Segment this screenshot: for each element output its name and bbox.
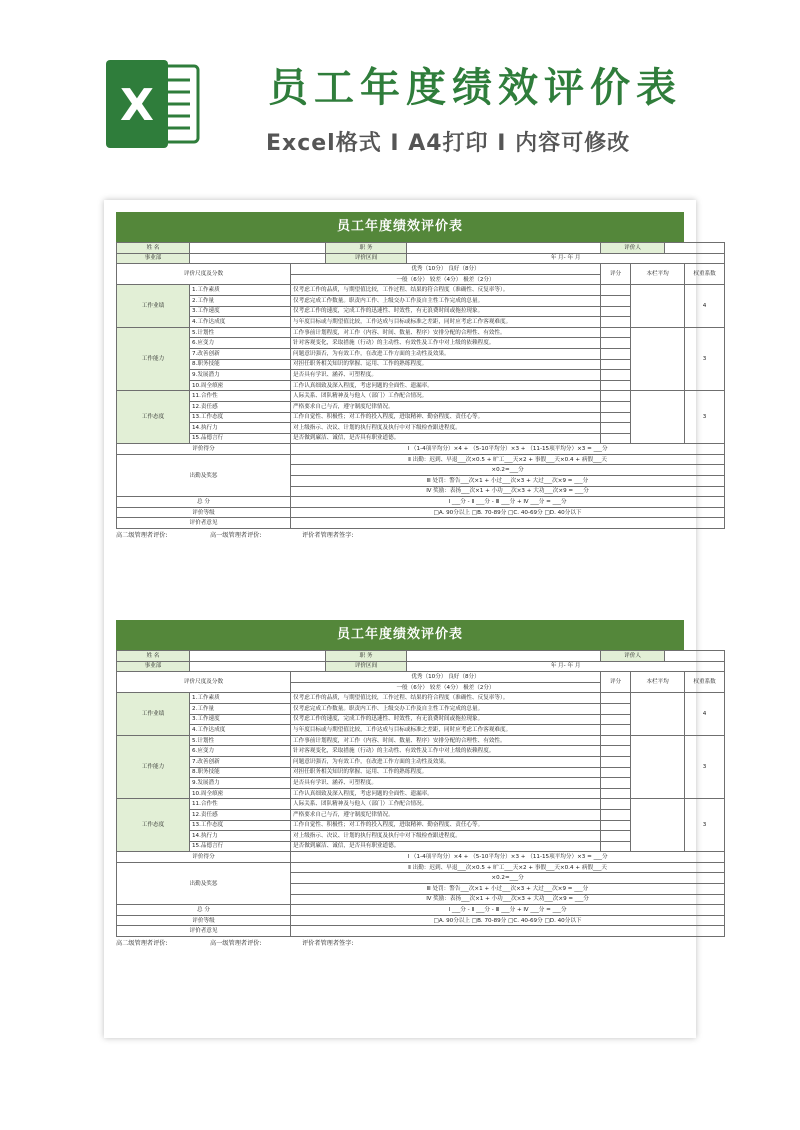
item-name: 13.工作态度 bbox=[190, 820, 291, 831]
item-name: 14.执行力 bbox=[190, 831, 291, 842]
period-value[interactable]: 年 月- 年 月 bbox=[407, 661, 725, 672]
attendance-line[interactable]: Ⅳ 奖励：表扬___次×1 + 小功___次×3 + 大功___次×9 = ___分 bbox=[291, 486, 725, 497]
group-weight: 3 bbox=[685, 327, 725, 391]
item-name: 10.周全缜密 bbox=[190, 788, 291, 799]
item-score-cell[interactable] bbox=[601, 359, 631, 370]
evaluator-sign-label: 评价者管理者签字: bbox=[301, 532, 354, 540]
category-label: 工作业绩 bbox=[117, 285, 190, 327]
item-name: 11.合作性 bbox=[190, 391, 291, 402]
item-description: 仅考虑工作的速度，完成工作的迅速性、时效性，有无浪费时间或拖拉现象。 bbox=[291, 306, 601, 317]
item-name: 7.改善创新 bbox=[190, 756, 291, 767]
name-field[interactable] bbox=[190, 243, 326, 254]
item-score-cell[interactable] bbox=[601, 703, 631, 714]
item-score-cell[interactable] bbox=[601, 725, 631, 736]
score-formula[interactable]: Ⅰ （1-4项平均分）×4 + （5-10平均分）×3 + （11-15项平均分）×3 = ___分 bbox=[291, 444, 725, 455]
position-label: 职 务 bbox=[326, 243, 407, 254]
second-manager-label: 高二级管理者评价: bbox=[116, 940, 168, 948]
item-name: 3.工作速度 bbox=[190, 306, 291, 317]
signature-footer bbox=[116, 937, 684, 951]
position-field[interactable] bbox=[407, 651, 601, 662]
item-name: 15.品德言行 bbox=[190, 433, 291, 444]
item-description: 人际关系、团队精神及与他人（部门）工作配合情况。 bbox=[291, 391, 601, 402]
item-score-cell[interactable] bbox=[601, 788, 631, 799]
item-description: 工作事前计划程度，对工作（内容、时间、数量、程序）安排分配的合理性、有效性。 bbox=[291, 327, 601, 338]
category-label: 工作态度 bbox=[117, 799, 190, 852]
item-description: 与年度目标或与期望值比较，工作达成与目标或标准之差距，同时应考虑工作客观难度。 bbox=[291, 725, 601, 736]
item-name: 2.工作量 bbox=[190, 703, 291, 714]
item-description: 人际关系、团队精神及与他人（部门）工作配合情况。 bbox=[291, 799, 601, 810]
item-name: 9.发展潜力 bbox=[190, 370, 291, 381]
average-header: 本栏平均 bbox=[631, 264, 685, 285]
weight-header: 权重系数 bbox=[685, 672, 725, 693]
category-label: 工作能力 bbox=[117, 735, 190, 799]
evaluation-sheet bbox=[116, 620, 716, 951]
name-label: 姓 名 bbox=[117, 243, 190, 254]
item-description: 严格要求自己与否，遵守制度纪律情况。 bbox=[291, 401, 601, 412]
position-field[interactable] bbox=[407, 243, 601, 254]
score-label: 评价得分 bbox=[117, 444, 291, 455]
item-name: 1.工作素质 bbox=[190, 693, 291, 704]
scale-line-1: 优秀（10分） 良好（8分） bbox=[291, 672, 601, 683]
item-score-cell[interactable] bbox=[601, 423, 631, 434]
item-description: 仅考虑工作的品质，与期望值比较，工作过程、结果的符合程度（准确性、反复率等）。 bbox=[291, 693, 601, 704]
score-label: 评价得分 bbox=[117, 852, 291, 863]
group-average-cell[interactable] bbox=[631, 391, 685, 444]
item-description: 仅考虑工作的品质，与期望值比较，工作过程、结果的符合程度（准确性、反复率等）。 bbox=[291, 285, 601, 296]
period-value[interactable]: 年 月- 年 月 bbox=[407, 253, 725, 264]
item-description: 针对客观变化，采取措施（行动）的主动性、有效性及工作中对上级的依赖程度。 bbox=[291, 338, 601, 349]
item-row bbox=[117, 327, 725, 338]
evaluation-table bbox=[116, 242, 725, 529]
item-description: 严格要求自己与否，遵守制度纪律情况。 bbox=[291, 809, 601, 820]
item-score-cell[interactable] bbox=[601, 767, 631, 778]
item-score-cell[interactable] bbox=[601, 693, 631, 704]
item-score-cell[interactable] bbox=[601, 285, 631, 296]
item-name: 11.合作性 bbox=[190, 799, 291, 810]
item-description: 对上级指示、决议、计划的执行程度及执行中对下级检查跟进程度。 bbox=[291, 831, 601, 842]
attendance-line[interactable]: Ⅱ 出勤：迟到、早退___次×0.5 + 旷工___天×2 + 事假___天×0.4 + 病假___天 bbox=[291, 454, 725, 465]
item-score-cell[interactable] bbox=[601, 295, 631, 306]
item-score-cell[interactable] bbox=[601, 317, 631, 328]
group-weight: 4 bbox=[685, 285, 725, 327]
item-name: 4.工作达成度 bbox=[190, 317, 291, 328]
category-label: 工作能力 bbox=[117, 327, 190, 391]
attendance-line[interactable]: Ⅲ 处罚：警告___次×1 + 小过___次×3 + 大过___次×9 = ___分 bbox=[291, 476, 725, 487]
item-score-cell[interactable] bbox=[601, 746, 631, 757]
evaluator-label: 评价人 bbox=[601, 651, 665, 662]
item-description: 工作认真细致及深入程度，考虑问题的全面性、遗漏率。 bbox=[291, 788, 601, 799]
attendance-line[interactable]: ×0.2=___分 bbox=[291, 465, 725, 476]
item-score-cell[interactable] bbox=[601, 778, 631, 789]
item-name: 8.职务技能 bbox=[190, 359, 291, 370]
excel-logo-icon bbox=[100, 52, 204, 156]
grade-label: 评价等级 bbox=[117, 915, 291, 926]
item-name: 7.改善创新 bbox=[190, 348, 291, 359]
item-score-cell[interactable] bbox=[601, 412, 631, 423]
opinion-label: 评价者意见 bbox=[117, 518, 291, 529]
item-description: 对担任职务相关知识的掌握、运用、工作的熟练程度。 bbox=[291, 767, 601, 778]
group-average-cell[interactable] bbox=[631, 693, 685, 735]
item-description: 对上级指示、决议、计划的执行程度及执行中对下级检查跟进程度。 bbox=[291, 423, 601, 434]
item-score-cell[interactable] bbox=[601, 348, 631, 359]
item-score-cell[interactable] bbox=[601, 370, 631, 381]
evaluation-sheet bbox=[116, 212, 716, 543]
item-description: 工作自觉性、积极性；对工作的投入程度，进取精神、勤奋程度、责任心等。 bbox=[291, 820, 601, 831]
department-label: 事业部 bbox=[117, 253, 190, 264]
score-header: 评分 bbox=[601, 264, 631, 285]
evaluator-field[interactable] bbox=[665, 243, 725, 254]
banner bbox=[0, 0, 800, 190]
total-formula[interactable]: Ⅰ ___分 - Ⅱ ___分 - Ⅲ ___分 + Ⅳ ___分 = ___分 bbox=[291, 905, 725, 916]
item-row bbox=[117, 391, 725, 402]
item-name: 6.应变力 bbox=[190, 746, 291, 757]
attendance-label: 出勤及奖惩 bbox=[117, 862, 291, 904]
item-name: 4.工作达成度 bbox=[190, 725, 291, 736]
item-description: 仅考虑完成工作数量。职责内工作、上级交办工作及自主性工作完成的总量。 bbox=[291, 703, 601, 714]
item-row bbox=[117, 693, 725, 704]
signature-footer bbox=[116, 529, 684, 543]
item-name: 15.品德言行 bbox=[190, 841, 291, 852]
department-field[interactable] bbox=[190, 661, 326, 672]
category-label: 工作态度 bbox=[117, 391, 190, 444]
attendance-line[interactable]: Ⅳ 奖励：表扬___次×1 + 小功___次×3 + 大功___次×9 = ___分 bbox=[291, 894, 725, 905]
total-formula[interactable]: Ⅰ ___分 - Ⅱ ___分 - Ⅲ ___分 + Ⅳ ___分 = ___分 bbox=[291, 497, 725, 508]
item-description: 是否做到廉洁、诚信，是否具有职业道德。 bbox=[291, 841, 601, 852]
page-title: 员工年度绩效评价表 bbox=[268, 65, 682, 111]
name-label: 姓 名 bbox=[117, 651, 190, 662]
second-manager-label: 高二级管理者评价: bbox=[116, 532, 168, 540]
attendance-line[interactable]: ×0.2=___分 bbox=[291, 873, 725, 884]
item-score-cell[interactable] bbox=[601, 820, 631, 831]
item-score-cell[interactable] bbox=[601, 714, 631, 725]
grade-options[interactable]: □A. 90分以上 □B. 70-89分 □C. 40-69分 □D. 40分以下 bbox=[291, 507, 725, 518]
page-subtitle: Excel格式 I A4打印 I 内容可修改 bbox=[266, 131, 631, 156]
item-score-cell[interactable] bbox=[601, 391, 631, 402]
group-weight: 3 bbox=[685, 735, 725, 799]
item-score-cell[interactable] bbox=[601, 735, 631, 746]
opinion-field[interactable] bbox=[291, 518, 725, 529]
item-description: 是否做到廉洁、诚信，是否具有职业道德。 bbox=[291, 433, 601, 444]
item-score-cell[interactable] bbox=[601, 433, 631, 444]
item-score-cell[interactable] bbox=[601, 380, 631, 391]
item-score-cell[interactable] bbox=[601, 841, 631, 852]
scale-line-1: 优秀（10分） 良好（8分） bbox=[291, 264, 601, 275]
item-score-cell[interactable] bbox=[601, 799, 631, 810]
item-name: 9.发展潜力 bbox=[190, 778, 291, 789]
document-preview bbox=[104, 200, 716, 1038]
item-name: 12.责任感 bbox=[190, 809, 291, 820]
group-weight: 4 bbox=[685, 693, 725, 735]
item-row bbox=[117, 799, 725, 810]
evaluator-label: 评价人 bbox=[601, 243, 665, 254]
item-score-cell[interactable] bbox=[601, 831, 631, 842]
sheet-title: 员工年度绩效评价表 bbox=[116, 212, 684, 242]
weight-header: 权重系数 bbox=[685, 264, 725, 285]
attendance-label: 出勤及奖惩 bbox=[117, 454, 291, 496]
group-weight: 3 bbox=[685, 391, 725, 444]
item-description: 对担任职务相关知识的掌握、运用、工作的熟练程度。 bbox=[291, 359, 601, 370]
grade-options[interactable]: □A. 90分以上 □B. 70-89分 □C. 40-69分 □D. 40分以下 bbox=[291, 915, 725, 926]
item-score-cell[interactable] bbox=[601, 327, 631, 338]
item-score-cell[interactable] bbox=[601, 338, 631, 349]
item-name: 3.工作速度 bbox=[190, 714, 291, 725]
item-name: 13.工作态度 bbox=[190, 412, 291, 423]
period-label: 评价区间 bbox=[326, 253, 407, 264]
item-score-cell[interactable] bbox=[601, 401, 631, 412]
item-description: 工作自觉性、积极性；对工作的投入程度，进取精神、勤奋程度、责任心等。 bbox=[291, 412, 601, 423]
first-manager-label: 高一级管理者评价: bbox=[209, 940, 262, 948]
item-description: 问题意识强否，为有效工作，在改进工作方面的主动性及效果。 bbox=[291, 756, 601, 767]
score-formula[interactable]: Ⅰ （1-4项平均分）×4 + （5-10平均分）×3 + （11-15项平均分）×3 = ___分 bbox=[291, 852, 725, 863]
group-average-cell[interactable] bbox=[631, 285, 685, 327]
group-average-cell[interactable] bbox=[631, 799, 685, 852]
total-label: 总 分 bbox=[117, 905, 291, 916]
item-name: 5.计划性 bbox=[190, 327, 291, 338]
total-label: 总 分 bbox=[117, 497, 291, 508]
item-description: 问题意识强否，为有效工作，在改进工作方面的主动性及效果。 bbox=[291, 348, 601, 359]
item-name: 1.工作素质 bbox=[190, 285, 291, 296]
item-description: 针对客观变化，采取措施（行动）的主动性、有效性及工作中对上级的依赖程度。 bbox=[291, 746, 601, 757]
score-header: 评分 bbox=[601, 672, 631, 693]
item-score-cell[interactable] bbox=[601, 809, 631, 820]
item-description: 仅考虑工作的速度，完成工作的迅速性、时效性，有无浪费时间或拖拉现象。 bbox=[291, 714, 601, 725]
attendance-line[interactable]: Ⅱ 出勤：迟到、早退___次×0.5 + 旷工___天×2 + 事假___天×0.4 + 病假___天 bbox=[291, 862, 725, 873]
department-label: 事业部 bbox=[117, 661, 190, 672]
item-description: 是否具有学识、涵养、可塑程度。 bbox=[291, 778, 601, 789]
item-name: 12.责任感 bbox=[190, 401, 291, 412]
scale-line-2: 一般（6分） 较差（4分） 极差（2分） bbox=[291, 682, 601, 693]
sheet-title: 员工年度绩效评价表 bbox=[116, 620, 684, 650]
svg-text:X: X bbox=[120, 80, 154, 131]
evaluation-table bbox=[116, 650, 725, 937]
scale-label: 评价尺度及分数 bbox=[117, 264, 291, 285]
evaluator-sign-label: 评价者管理者签字: bbox=[301, 940, 354, 948]
group-average-cell[interactable] bbox=[631, 735, 685, 799]
opinion-label: 评价者意见 bbox=[117, 926, 291, 937]
position-label: 职 务 bbox=[326, 651, 407, 662]
category-label: 工作业绩 bbox=[117, 693, 190, 735]
item-row bbox=[117, 285, 725, 296]
opinion-field[interactable] bbox=[291, 926, 725, 937]
name-field[interactable] bbox=[190, 651, 326, 662]
evaluator-field[interactable] bbox=[665, 651, 725, 662]
item-row bbox=[117, 735, 725, 746]
group-weight: 3 bbox=[685, 799, 725, 852]
item-name: 10.周全缜密 bbox=[190, 380, 291, 391]
grade-label: 评价等级 bbox=[117, 507, 291, 518]
average-header: 本栏平均 bbox=[631, 672, 685, 693]
item-description: 工作事前计划程度，对工作（内容、时间、数量、程序）安排分配的合理性、有效性。 bbox=[291, 735, 601, 746]
item-name: 5.计划性 bbox=[190, 735, 291, 746]
item-score-cell[interactable] bbox=[601, 756, 631, 767]
scale-label: 评价尺度及分数 bbox=[117, 672, 291, 693]
item-description: 与年度目标或与期望值比较，工作达成与目标或标准之差距，同时应考虑工作客观难度。 bbox=[291, 317, 601, 328]
item-description: 是否具有学识、涵养、可塑程度。 bbox=[291, 370, 601, 381]
item-name: 8.职务技能 bbox=[190, 767, 291, 778]
item-score-cell[interactable] bbox=[601, 306, 631, 317]
item-name: 6.应变力 bbox=[190, 338, 291, 349]
group-average-cell[interactable] bbox=[631, 327, 685, 391]
attendance-line[interactable]: Ⅲ 处罚：警告___次×1 + 小过___次×3 + 大过___次×9 = ___分 bbox=[291, 884, 725, 895]
scale-line-2: 一般（6分） 较差（4分） 极差（2分） bbox=[291, 274, 601, 285]
item-name: 14.执行力 bbox=[190, 423, 291, 434]
period-label: 评价区间 bbox=[326, 661, 407, 672]
item-description: 工作认真细致及深入程度，考虑问题的全面性、遗漏率。 bbox=[291, 380, 601, 391]
item-description: 仅考虑完成工作数量。职责内工作、上级交办工作及自主性工作完成的总量。 bbox=[291, 295, 601, 306]
first-manager-label: 高一级管理者评价: bbox=[209, 532, 262, 540]
department-field[interactable] bbox=[190, 253, 326, 264]
item-name: 2.工作量 bbox=[190, 295, 291, 306]
